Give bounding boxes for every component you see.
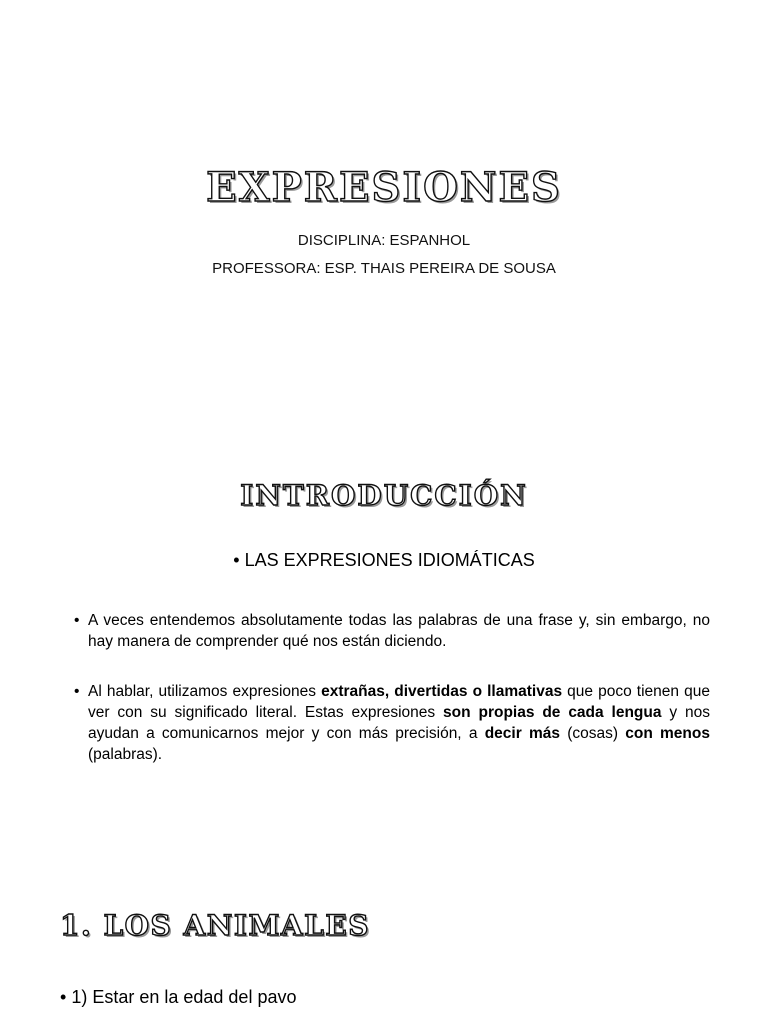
paragraph-2-bold-4: con menos	[625, 725, 710, 742]
paragraph-2-text-4: (cosas)	[559, 725, 626, 742]
paragraph-2-bold-1: extrañas, divertidas o llamativas	[321, 683, 563, 700]
paragraph-2-bold-3: decir más	[484, 725, 560, 742]
bullet-icon: •	[60, 987, 67, 1007]
bullet-text: LAS EXPRESIONES IDIOMÁTICAS	[244, 550, 535, 570]
paragraph-1-text: A veces entendemos absolutamente todas las palabras de una frase y, sin embargo, no hay manera de comprender qué nos están diciendo.	[88, 612, 710, 650]
discipline-subtitle: DISCIPLINA: ESPANHOL	[297, 232, 471, 249]
introduction-title: INTRODUCCIÓN	[240, 479, 528, 512]
paragraph-2-text-3: y nos ayudan a comunicarnos mejor y con más precisión, a	[88, 704, 710, 742]
paragraph-2-text-5: (palabras).	[88, 746, 163, 763]
paragraph-2	[74, 681, 710, 765]
idiomatic-expressions-bullet	[0, 550, 768, 571]
teacher-subtitle: PROFESSORA: ESP. THAIS PEREIRA DE SOUSA	[212, 260, 556, 277]
list-item-text: 1) Estar en la edad del pavo	[71, 987, 297, 1007]
paragraph-2-bold-2: son propias de cada lengua	[443, 704, 662, 721]
paragraph-2-text-1: Al hablar, utilizamos expresiones	[88, 683, 322, 700]
bullet-icon: •	[74, 612, 80, 629]
introduction-slide	[0, 300, 768, 860]
bullet-icon: •	[74, 683, 80, 700]
bullet-icon: •	[233, 550, 240, 570]
presentation-title: EXPRESIONES	[206, 164, 562, 211]
paragraph-1	[74, 610, 710, 652]
title-slide	[0, 0, 768, 300]
animals-title: 1. LOS ANIMALES	[60, 909, 370, 942]
list-item	[60, 987, 296, 1008]
paragraph-2-text-2: que poco tienen que ver con su significado literal. Estas expresiones	[88, 683, 710, 721]
animals-slide	[0, 860, 768, 1024]
